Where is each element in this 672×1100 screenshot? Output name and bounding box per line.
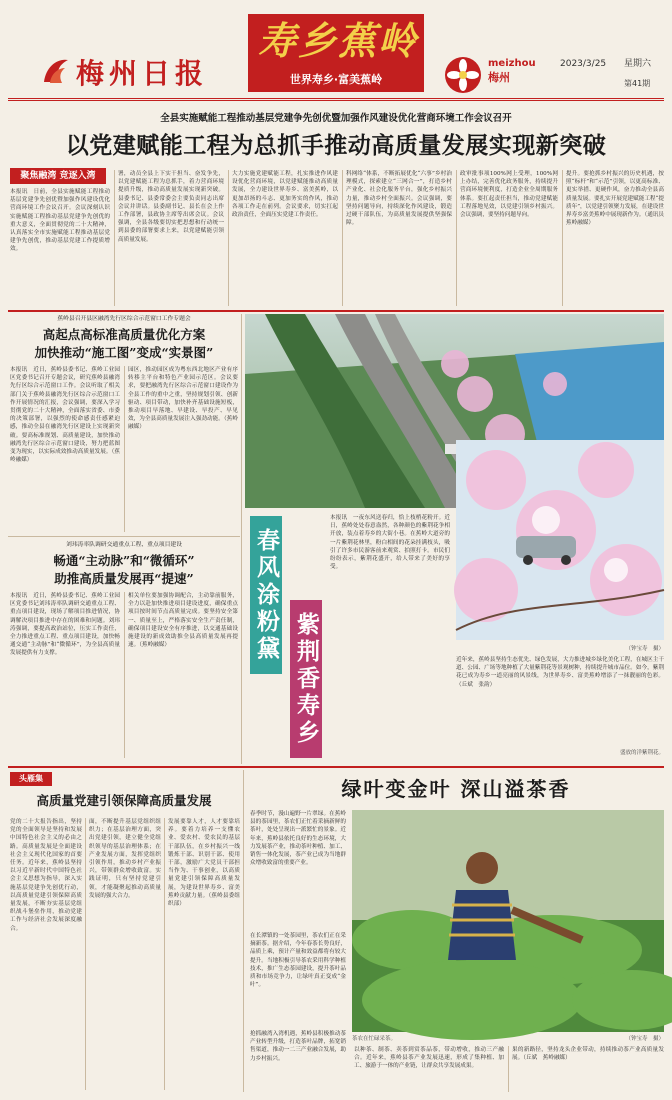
brand-bottom: 梅州 xyxy=(488,71,510,84)
story3-col-a: 本报讯 近日，蕉岭县委书记、蕉岭工业园区党委书记刘玮涛率队调研交通重点工程、重点项目建设，现场了解项目推进情况，协调解决项目推进中存在的困难和问题。刘玮涛强调，要提高政治站位，压实工作责任，全力推进重点工程、重点项目建设，加快畅通交通“主动脉”和“微循环”，为全县高质量发展提供有力支撑。 xyxy=(10,593,120,657)
lead-col-1: 本报讯 日前，全县实施赋能工程推动基层党建争先创优暨加强作风建设优化营商环境工作会议召开。会议深刻认识实施赋能工程推动基层党建争先创优的重大意义，全面贯彻党的二十大精神，认真落实全市实施赋能工程推动基层党建争先创优，推动基层党建工作提质增效。 xyxy=(10,189,110,253)
story2-col-a: 本报讯 近日，蕉岭县委书记、蕉岭工业园区党委书记召开专题会议，研究蕉岭县融湾先行区综合示范窗口工作。会议听取了相关部门关于蕉岭县融湾先行区综合示范窗口工作开展情况的汇报，会议强调，要深入学习贯彻党的二十大精神，全面落实省委、市委的决策部署，以强烈的使命感责任感紧迫感，推动全县在融湾先行区建设上实现新突破。要高标准规划、高质量建设，加快推动融湾先行区综合示范窗口建设，努力把蓝图变为现实，以实际成效推动高质量发展。（蕉岭融媒） xyxy=(10,367,120,464)
story2-headline-1: 高起点高标准高质量优化方案 xyxy=(42,327,206,342)
tea-col-e: 果的新路径，坚持龙头企业带动，持续推动茶产业高质量发展。（丘斌 蕉岭融媒） xyxy=(512,1047,664,1062)
issue-number: 第41期 xyxy=(624,79,651,88)
masthead-rule xyxy=(8,98,664,101)
story3-headline-2: 助推高质量发展再“提速” xyxy=(54,571,194,586)
party-col-b: 面，不断提升基层党组织组织力；在基层治理方面，突出党建引领，建立健全党组织领导的基层治理体系；在产业发展方面，发挥党组织引领作用，推动乡村产业振兴，带领群众增收致富。实践证明，只有坚持党建引领，才能凝聚起推动高质量发展的强大合力。 xyxy=(89,819,161,899)
party-kicker: 头雁集 xyxy=(10,772,52,786)
flower-photo xyxy=(456,440,664,640)
feature-title-2: 紫荆香寿乡 xyxy=(290,600,322,758)
photo-credit: （钟宝寿 摄） xyxy=(625,646,664,652)
lead-col-4: 科网络“体系，不断拓展优化“六事”乡村治理模式，探索建立“三网合一”，打造乡村产业化、社会化服务平台，强化乡村振兴力量，推动乡村全面振兴。会议强调，要坚持问题导向，持续深化作风建设，锻造过硬干部队伍，为高质量发展提供坚强保障。 xyxy=(346,171,452,227)
lead-overline: 全县实施赋能工程推动基层党建争先创优暨加强作风建设优化营商环境工作会议召开 xyxy=(160,113,512,124)
story3-overline: 刘玮涛率队调研交通重点工程、重点项目建设 xyxy=(66,542,182,548)
story2-col-b: 园区，推动园区成为粤东西北地区产业有序转移主平台和特色产业园示范区。会议要求，要把融湾先行区综合示范窗口建设作为全县工作的重中之重，坚持规划引领、创新驱动、项目带动，加快补齐基础设施短板，推动项目早落地、早建设、早投产、早见效，为全县高质量发展注入强劲动能。（蕉岭融媒） xyxy=(128,367,238,431)
lead-col-3: 大力实施党建赋能工程，扎实推进作风建设优化营商环境，以党建赋能推动高质量发展，全力建设世界寿乡、富美蕉岭，以更加昂扬的斗志、更加务实的作风，推动各项工作走在前列。会议要求，切实扛起政治责任，全面压实党建工作责任。 xyxy=(232,171,338,219)
party-headline: 高质量党建引领保障高质量发展 xyxy=(36,793,212,808)
feature-col-b2: 近年来，蕉岭县坚持生态优先、绿色发展，大力推进城乡绿化美化工程，在城区主干道、公园、广场等地种植了大量紫荆花等景观树种，持续提升城市品位。如今，紫荆花已成为寿乡一道亮丽的风景线，为世界寿乡、富美蕉岭增添了一抹靓丽的色彩。（丘斌 张韵） xyxy=(456,657,664,688)
party-col-c: 发展要靠人才，人才要靠培养。要着力培养一支懂农业、爱农村、爱农民的基层干部队伍，在乡村振兴一线锻炼干部、识别干部、使用干部，激励广大党员干部担当作为、干事创业，以高质量党建引领保障高质量发展，为建设世界寿乡、富美蕉岭贡献力量。（蕉岭县委组织部） xyxy=(168,819,240,908)
tea-col-c: 抢抓融湾入湾机遇，蕉岭县积极推动茶产业转型升级，打造茶叶品牌，拓宽销售渠道，推动一二三产业融合发展，助力乡村振兴。 xyxy=(250,1031,346,1062)
tea-photo xyxy=(352,810,664,1032)
brand-top: meizhou xyxy=(488,58,536,69)
feature-title-1: 春风涂粉黛 xyxy=(250,516,282,674)
feature-col-a: 本报讯 一夜东风送春归，恰上枝梢花粉开。近日，蕉岭处处春意盎然，各种颜色的紫荆花争相开放，装点着寿乡的大街小巷。在蕉岭大道旁的一片紫荆花林里，粉白相间的花朵挂满枝头，吸引了许多市民游客前来观赏、拍照打卡。市民们纷纷表示，紫荆花盛开，给人带来了美好的享受。 xyxy=(330,515,450,571)
paper-logo-icon xyxy=(38,54,72,88)
flower-logo-icon xyxy=(444,56,482,94)
lead-col-2: 署，动员全县上下实干担当、奋发争先，以党建赋能工程为总抓手，着力营商环境提质升级，推动高质量发展实现新突破。县委书记、县委常委会主要负责同志出席会议并讲话。县委副书记、县长在会上作工作部署，县政协主席等出席会议。会议强调，全县各级要切实把思想和行动统一到县委的部署要求上来，以党建赋能引领高质量发展。 xyxy=(118,171,224,243)
tea-col-d: 以种茶、制茶、卖茶到赏茶品茶，带动增收，推动三产融合。近年来，蕉岭县茶产业发展迅速，形成了集种植、加工、旅游于一体的产业链，让群众共享发展成果。 xyxy=(354,1047,504,1070)
story3-headline-1: 畅通“主动脉”和“微循环” xyxy=(53,553,195,568)
lead-col-5: 政审批事项100%网上受理，100%网上办结，完善优化政务服务，持续提升营商环境便利度，打造企业全周期服务体系。要扛起责任担当，推动党建赋能工程落地见效，以党建引领乡村振兴。会议强调，要坚持问题导向。 xyxy=(460,171,558,219)
lead-headline: 以党建赋能工程为总抓手推动高质量发展实现新突破 xyxy=(65,132,607,159)
flower-caption: 盛放的洋紫荆花。 xyxy=(619,750,664,756)
story2-headline-2: 加快推动“施工图”变成“实景图” xyxy=(34,345,214,360)
paper-name: 梅州日报 xyxy=(76,57,209,90)
tea-col-b: 在长潭镇的一处茶园里，茶农们正在采摘新茶。据介绍，今年春茶长势良好，品质上乘，预计产量和效益都将有较大提升。当地积极引导茶农采用科学种植技术，推广生态茶园建设，提升茶叶品质和市场竞争力，让绿叶真正变成“金叶”。 xyxy=(250,933,346,989)
issue-weekday: 星期六 xyxy=(624,59,652,69)
lead-col-6: 提升。要抢抓乡村振兴的历史机遇，按照“标杆”和“示范”引领，以更高标准、更实举措、更硬作风，奋力推动全县高质量发展。要扎实开展党建赋能工程“提质年”，以党建引领聚力发展，在建设世界寿乡富美蕉岭中展现新作为。（通讯员 蕉岭融媒） xyxy=(566,171,670,227)
tea-col-a: 春季时节，漫山遍野一片翠绿。在蕉岭县的茶园里，茶农们正忙着采摘新鲜的茶叶，处处呈现出一派繁忙的景象。近年来，蕉岭县依托良好的生态环境，大力发展茶产业，推动茶叶种植、加工、销售一体化发展，茶产业已成为当地群众增收致富的重要产业。 xyxy=(250,811,346,867)
tea-photo-credit: （钟宝寿 摄） xyxy=(625,1036,664,1042)
story2-overline: 蕉岭县召开县区融湾先行区综合示范窗口工作专题会 xyxy=(57,316,191,322)
story3-col-b: 相关单位要加强协调配合，主动靠前服务，全力以赴加快推进项目建设进度，确保重点项目按时间节点高质量完成。要坚持安全第一、质量至上，严格落实安全生产责任制，确保项目建设安全有序推进，以交通基础设施建设的新成效助推全县高质量发展再提速。（蕉岭融媒） xyxy=(128,593,238,649)
party-col-a: 党的二十大报告指出，坚持党的全面领导是坚持和发展中国特色社会主义的必由之路。高质量发展是全面建设社会主义现代化国家的首要任务。近年来，蕉岭县坚持以习近平新时代中国特色社会主义思想为指导，深入实施基层党建争先创优行动，以高质量党建引领保障高质量发展，不断夯实基层党组织战斗堡垒作用，推动党建工作与经济社会发展深度融合。 xyxy=(10,819,82,932)
lead-kicker: 聚焦融湾 竞逐入湾 xyxy=(10,168,106,184)
tea-headline: 绿叶变金叶 深山溢茶香 xyxy=(341,777,571,801)
section-slogan: 世界寿乡·富美蕉岭 xyxy=(289,73,383,86)
masthead xyxy=(0,0,672,96)
issue-date: 2023/3/25 xyxy=(560,59,607,69)
tea-photo-caption: 茶农在忙碌采茶。 xyxy=(352,1036,397,1042)
section-name: 寿乡蕉岭 xyxy=(257,18,418,63)
